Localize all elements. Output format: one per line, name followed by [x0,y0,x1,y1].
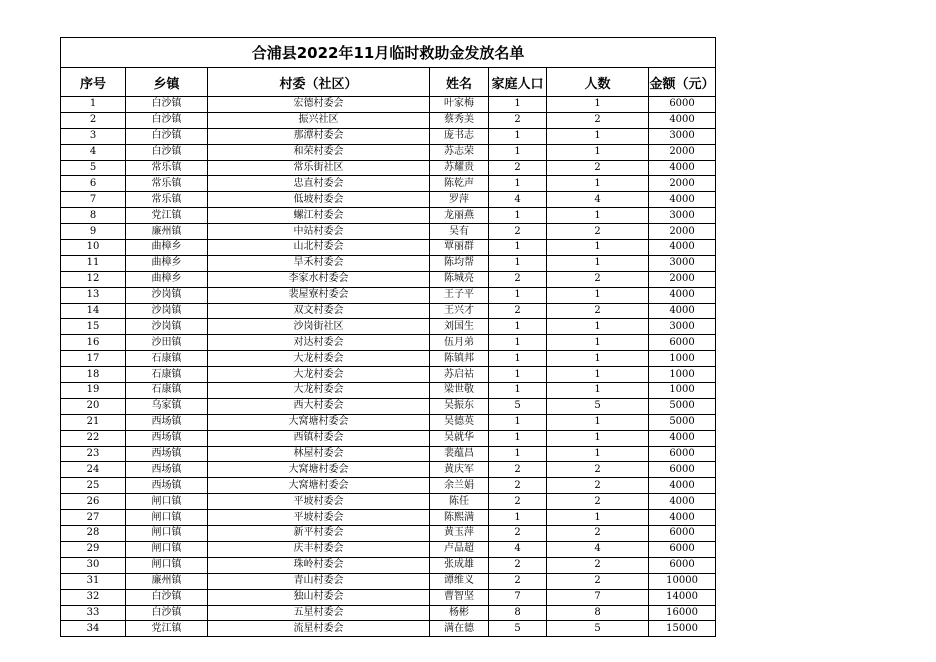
table-row [61,526,716,542]
cell-persons[interactable]: 2 [547,462,649,478]
cell-persons[interactable]: 2 [547,573,649,589]
cell-index[interactable]: 23 [61,446,126,462]
cell-household[interactable]: 4 [489,541,547,557]
cell-name[interactable]: 满在德 [430,621,489,637]
table-row [61,240,716,256]
col-header-village: 村委（社区） [208,68,430,97]
cell-village[interactable]: 大龙村委会 [208,351,430,367]
table-row [61,462,716,478]
table-row [61,351,716,367]
cell-index[interactable]: 10 [61,240,126,256]
cell-village[interactable]: 对达村委会 [208,335,430,351]
cell-index[interactable]: 22 [61,430,126,446]
cell-name[interactable]: 吴振东 [430,398,489,414]
cell-town[interactable]: 沙田镇 [126,335,208,351]
cell-amount[interactable]: 3000 [649,255,716,271]
table-row [61,176,716,192]
cell-index[interactable]: 1 [61,97,126,113]
cell-village[interactable]: 大窝塘村委会 [208,478,430,494]
cell-town[interactable]: 白沙镇 [126,97,208,113]
cell-index[interactable]: 20 [61,398,126,414]
table-row [61,510,716,526]
cell-village[interactable]: 中站村委会 [208,224,430,240]
cell-index[interactable]: 19 [61,383,126,399]
header-row [61,68,716,97]
cell-amount[interactable]: 3000 [649,128,716,144]
cell-name[interactable]: 梁世敬 [430,383,489,399]
cell-index[interactable]: 12 [61,271,126,287]
cell-persons[interactable]: 2 [547,160,649,176]
cell-name[interactable]: 黄玉萍 [430,526,489,542]
cell-persons[interactable]: 1 [547,383,649,399]
cell-household[interactable]: 5 [489,398,547,414]
cell-index[interactable]: 6 [61,176,126,192]
cell-amount[interactable]: 4000 [649,240,716,256]
cell-persons[interactable]: 8 [547,605,649,621]
cell-amount[interactable]: 4000 [649,192,716,208]
cell-town[interactable]: 沙岗镇 [126,319,208,335]
cell-index[interactable]: 15 [61,319,126,335]
cell-persons[interactable]: 1 [547,335,649,351]
cell-amount[interactable]: 14000 [649,589,716,605]
cell-name[interactable]: 刘国生 [430,319,489,335]
cell-index[interactable]: 18 [61,367,126,383]
cell-amount[interactable]: 4000 [649,510,716,526]
cell-name[interactable]: 黄庆军 [430,462,489,478]
cell-household[interactable]: 1 [489,319,547,335]
cell-village[interactable]: 西镇村委会 [208,430,430,446]
cell-index[interactable]: 17 [61,351,126,367]
cell-village[interactable]: 和荣村委会 [208,144,430,160]
cell-town[interactable]: 廉州镇 [126,224,208,240]
cell-name[interactable]: 卢品超 [430,541,489,557]
table-body [61,97,716,637]
cell-town[interactable]: 白沙镇 [126,605,208,621]
cell-village[interactable]: 忠直村委会 [208,176,430,192]
cell-amount[interactable]: 5000 [649,398,716,414]
cell-household[interactable]: 1 [489,510,547,526]
cell-household[interactable]: 1 [489,208,547,224]
cell-amount[interactable]: 6000 [649,557,716,573]
cell-village[interactable]: 五星村委会 [208,605,430,621]
cell-name[interactable]: 吴就华 [430,430,489,446]
cell-index[interactable]: 13 [61,287,126,303]
cell-name[interactable]: 龙丽燕 [430,208,489,224]
cell-town[interactable]: 西场镇 [126,414,208,430]
cell-village[interactable]: 常乐街社区 [208,160,430,176]
cell-persons[interactable]: 2 [547,494,649,510]
cell-name[interactable]: 覃丽群 [430,240,489,256]
cell-village[interactable]: 西大村委会 [208,398,430,414]
col-header-amount: 金额（元） [649,68,716,97]
cell-village[interactable]: 那潭村委会 [208,128,430,144]
cell-name[interactable]: 叶家梅 [430,97,489,113]
cell-village[interactable]: 振兴社区 [208,112,430,128]
cell-town[interactable]: 党江镇 [126,208,208,224]
sheet-title: 合浦县2022年11月临时救助金发放名单 [61,38,716,68]
cell-household[interactable]: 1 [489,240,547,256]
cell-name[interactable]: 陈镇邦 [430,351,489,367]
cell-household[interactable]: 5 [489,621,547,637]
cell-town[interactable]: 沙岗镇 [126,303,208,319]
cell-amount[interactable]: 4000 [649,494,716,510]
table-row [61,319,716,335]
table-row [61,414,716,430]
cell-name[interactable]: 苏耀贵 [430,160,489,176]
cell-household[interactable]: 1 [489,128,547,144]
cell-name[interactable]: 陈均帮 [430,255,489,271]
cell-household[interactable]: 4 [489,192,547,208]
cell-index[interactable]: 7 [61,192,126,208]
cell-village[interactable]: 平坡村委会 [208,510,430,526]
cell-amount[interactable]: 1000 [649,367,716,383]
cell-town[interactable]: 闸口镇 [126,494,208,510]
cell-town[interactable]: 白沙镇 [126,128,208,144]
cell-village[interactable]: 大窝塘村委会 [208,414,430,430]
cell-persons[interactable]: 2 [547,557,649,573]
cell-name[interactable]: 余兰娟 [430,478,489,494]
cell-village[interactable]: 大窝塘村委会 [208,462,430,478]
cell-persons[interactable]: 1 [547,97,649,113]
cell-index[interactable]: 34 [61,621,126,637]
table-row [61,97,716,113]
cell-persons[interactable]: 4 [547,192,649,208]
table-row [61,589,716,605]
cell-town[interactable]: 西场镇 [126,446,208,462]
cell-household[interactable]: 2 [489,160,547,176]
cell-village[interactable]: 裴屋寮村委会 [208,287,430,303]
cell-amount[interactable]: 15000 [649,621,716,637]
cell-village[interactable]: 庆丰村委会 [208,541,430,557]
cell-town[interactable]: 西场镇 [126,462,208,478]
cell-amount[interactable]: 2000 [649,271,716,287]
cell-amount[interactable]: 6000 [649,97,716,113]
cell-persons[interactable]: 1 [547,414,649,430]
cell-household[interactable]: 2 [489,557,547,573]
cell-household[interactable]: 1 [489,255,547,271]
cell-persons[interactable]: 7 [547,589,649,605]
cell-village[interactable]: 双文村委会 [208,303,430,319]
cell-town[interactable]: 闸口镇 [126,557,208,573]
cell-persons[interactable]: 1 [547,430,649,446]
col-header-household: 家庭人口 [489,68,547,97]
cell-household[interactable]: 8 [489,605,547,621]
cell-amount[interactable]: 1000 [649,351,716,367]
cell-index[interactable]: 33 [61,605,126,621]
cell-village[interactable]: 新平村委会 [208,526,430,542]
cell-index[interactable]: 28 [61,526,126,542]
cell-amount[interactable]: 6000 [649,526,716,542]
table-row [61,255,716,271]
cell-persons[interactable]: 1 [547,240,649,256]
cell-amount[interactable]: 2000 [649,144,716,160]
table-row [61,621,716,637]
cell-name[interactable]: 陈乾声 [430,176,489,192]
cell-household[interactable]: 1 [489,287,547,303]
cell-name[interactable]: 陈熙满 [430,510,489,526]
table-row [61,398,716,414]
table-row [61,287,716,303]
cell-amount[interactable]: 4000 [649,303,716,319]
cell-persons[interactable]: 1 [547,128,649,144]
cell-town[interactable]: 廉州镇 [126,573,208,589]
cell-persons[interactable]: 1 [547,287,649,303]
cell-amount[interactable]: 4000 [649,478,716,494]
cell-index[interactable]: 31 [61,573,126,589]
cell-index[interactable]: 24 [61,462,126,478]
cell-household[interactable]: 1 [489,351,547,367]
cell-index[interactable]: 32 [61,589,126,605]
cell-town[interactable]: 白沙镇 [126,144,208,160]
cell-household[interactable]: 1 [489,97,547,113]
cell-household[interactable]: 1 [489,367,547,383]
table-row [61,112,716,128]
cell-index[interactable]: 27 [61,510,126,526]
cell-name[interactable]: 吴有 [430,224,489,240]
table-row [61,224,716,240]
table-row [61,605,716,621]
cell-persons[interactable]: 2 [547,478,649,494]
cell-persons[interactable]: 1 [547,255,649,271]
cell-town[interactable]: 曲樟乡 [126,271,208,287]
cell-persons[interactable]: 2 [547,526,649,542]
cell-name[interactable]: 谭维义 [430,573,489,589]
cell-town[interactable]: 白沙镇 [126,589,208,605]
cell-household[interactable]: 2 [489,112,547,128]
cell-amount[interactable]: 6000 [649,541,716,557]
table-row [61,557,716,573]
cell-name[interactable]: 罗萍 [430,192,489,208]
table-row [61,128,716,144]
cell-name[interactable]: 王兴才 [430,303,489,319]
cell-persons[interactable]: 2 [547,224,649,240]
cell-persons[interactable]: 2 [547,303,649,319]
cell-village[interactable]: 平坡村委会 [208,494,430,510]
cell-town[interactable]: 党江镇 [126,621,208,637]
cell-index[interactable]: 3 [61,128,126,144]
cell-town[interactable]: 曲樟乡 [126,240,208,256]
cell-amount[interactable]: 3000 [649,319,716,335]
cell-index[interactable]: 14 [61,303,126,319]
cell-town[interactable]: 西场镇 [126,478,208,494]
table-row [61,192,716,208]
cell-town[interactable]: 西场镇 [126,430,208,446]
table-row [61,478,716,494]
cell-index[interactable]: 16 [61,335,126,351]
cell-village[interactable]: 旱禾村委会 [208,255,430,271]
cell-town[interactable]: 闸口镇 [126,526,208,542]
cell-amount[interactable]: 4000 [649,287,716,303]
cell-town[interactable]: 石康镇 [126,367,208,383]
cell-persons[interactable]: 1 [547,367,649,383]
cell-name[interactable]: 张成雄 [430,557,489,573]
cell-household[interactable]: 1 [489,335,547,351]
cell-village[interactable]: 低坡村委会 [208,192,430,208]
cell-household[interactable]: 1 [489,144,547,160]
cell-town[interactable]: 石康镇 [126,383,208,399]
cell-index[interactable]: 9 [61,224,126,240]
table-row [61,541,716,557]
cell-persons[interactable]: 5 [547,621,649,637]
cell-persons[interactable]: 4 [547,541,649,557]
cell-town[interactable]: 常乐镇 [126,176,208,192]
cell-amount[interactable]: 5000 [649,414,716,430]
cell-household[interactable]: 2 [489,303,547,319]
cell-household[interactable]: 2 [489,573,547,589]
cell-amount[interactable]: 16000 [649,605,716,621]
cell-village[interactable]: 宏德村委会 [208,97,430,113]
cell-persons[interactable]: 1 [547,351,649,367]
cell-household[interactable]: 1 [489,414,547,430]
cell-persons[interactable]: 1 [547,319,649,335]
cell-index[interactable]: 26 [61,494,126,510]
cell-persons[interactable]: 2 [547,112,649,128]
cell-village[interactable]: 山北村委会 [208,240,430,256]
cell-village[interactable]: 流星村委会 [208,621,430,637]
cell-town[interactable]: 乌家镇 [126,398,208,414]
cell-name[interactable]: 曹智坚 [430,589,489,605]
col-header-town: 乡镇 [126,68,208,97]
cell-name[interactable]: 裴蕴昌 [430,446,489,462]
cell-village[interactable]: 独山村委会 [208,589,430,605]
cell-town[interactable]: 闸口镇 [126,541,208,557]
cell-village[interactable]: 李家水村委会 [208,271,430,287]
cell-index[interactable]: 29 [61,541,126,557]
cell-name[interactable]: 杨彬 [430,605,489,621]
cell-household[interactable]: 2 [489,478,547,494]
cell-persons[interactable]: 1 [547,208,649,224]
cell-town[interactable]: 闸口镇 [126,510,208,526]
cell-amount[interactable]: 4000 [649,430,716,446]
table-row [61,446,716,462]
col-header-index: 序号 [61,68,126,97]
cell-village[interactable]: 珠岭村委会 [208,557,430,573]
cell-amount[interactable]: 6000 [649,446,716,462]
relief-table [60,37,716,637]
cell-amount[interactable]: 2000 [649,224,716,240]
cell-town[interactable]: 石康镇 [126,351,208,367]
cell-household[interactable]: 7 [489,589,547,605]
cell-amount[interactable]: 10000 [649,573,716,589]
table-row [61,335,716,351]
cell-household[interactable]: 2 [489,462,547,478]
cell-household[interactable]: 1 [489,446,547,462]
relief-list-sheet [60,37,715,637]
cell-household[interactable]: 2 [489,526,547,542]
cell-amount[interactable]: 4000 [649,112,716,128]
cell-household[interactable]: 2 [489,494,547,510]
cell-household[interactable]: 2 [489,224,547,240]
cell-persons[interactable]: 1 [547,144,649,160]
cell-index[interactable]: 25 [61,478,126,494]
cell-name[interactable]: 陈城亮 [430,271,489,287]
cell-index[interactable]: 8 [61,208,126,224]
cell-persons[interactable]: 1 [547,176,649,192]
cell-town[interactable]: 白沙镇 [126,112,208,128]
cell-household[interactable]: 1 [489,383,547,399]
table-row [61,430,716,446]
cell-household[interactable]: 1 [489,176,547,192]
cell-index[interactable]: 5 [61,160,126,176]
cell-town[interactable]: 曲樟乡 [126,255,208,271]
cell-name[interactable]: 苏志荣 [430,144,489,160]
cell-name[interactable]: 吴德英 [430,414,489,430]
cell-index[interactable]: 11 [61,255,126,271]
cell-name[interactable]: 庞书志 [430,128,489,144]
cell-name[interactable]: 伍月弟 [430,335,489,351]
table-row [61,271,716,287]
cell-amount[interactable]: 6000 [649,335,716,351]
cell-household[interactable]: 1 [489,430,547,446]
cell-persons[interactable]: 1 [547,446,649,462]
table-row [61,383,716,399]
cell-name[interactable]: 王子平 [430,287,489,303]
cell-name[interactable]: 苏启祜 [430,367,489,383]
table-row [61,573,716,589]
table-row [61,160,716,176]
col-header-persons: 人数 [547,68,649,97]
table-row [61,144,716,160]
cell-village[interactable]: 林屋村委会 [208,446,430,462]
table-row [61,367,716,383]
cell-amount[interactable]: 4000 [649,160,716,176]
cell-town[interactable]: 沙岗镇 [126,287,208,303]
cell-amount[interactable]: 1000 [649,383,716,399]
cell-town[interactable]: 常乐镇 [126,160,208,176]
cell-index[interactable]: 30 [61,557,126,573]
cell-amount[interactable]: 2000 [649,176,716,192]
cell-village[interactable]: 沙岗街社区 [208,319,430,335]
cell-village[interactable]: 大龙村委会 [208,383,430,399]
cell-name[interactable]: 蔡秀美 [430,112,489,128]
cell-village[interactable]: 大龙村委会 [208,367,430,383]
cell-name[interactable]: 陈任 [430,494,489,510]
cell-persons[interactable]: 5 [547,398,649,414]
cell-amount[interactable]: 6000 [649,462,716,478]
cell-index[interactable]: 2 [61,112,126,128]
cell-index[interactable]: 4 [61,144,126,160]
cell-persons[interactable]: 1 [547,510,649,526]
table-row [61,303,716,319]
cell-village[interactable]: 青山村委会 [208,573,430,589]
table-row [61,494,716,510]
cell-persons[interactable]: 2 [547,271,649,287]
cell-amount[interactable]: 3000 [649,208,716,224]
col-header-name: 姓名 [430,68,489,97]
cell-village[interactable]: 螺江村委会 [208,208,430,224]
cell-household[interactable]: 2 [489,271,547,287]
cell-index[interactable]: 21 [61,414,126,430]
table-row [61,208,716,224]
cell-town[interactable]: 常乐镇 [126,192,208,208]
